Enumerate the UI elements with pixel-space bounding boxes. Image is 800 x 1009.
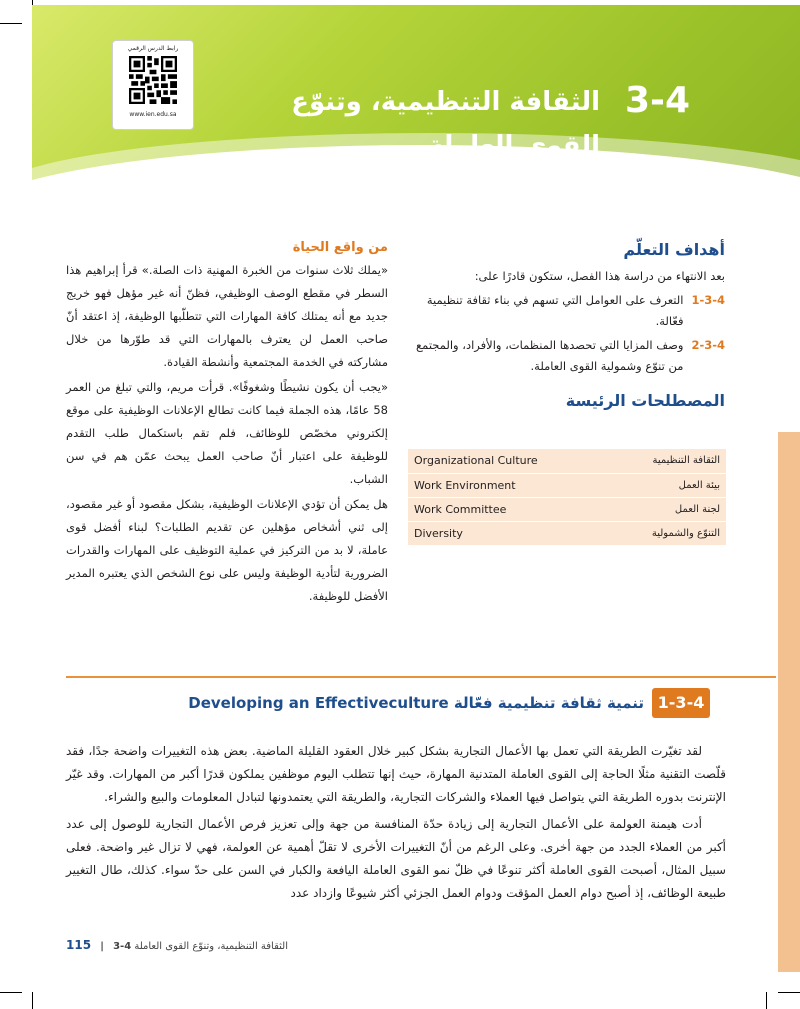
term-arabic: التنوّع والشمولية <box>608 521 726 545</box>
objective-item <box>407 335 725 377</box>
objective-number: 2-3-4 <box>691 338 725 352</box>
footer-chapter-title: الثقافة التنظيمية، وتنوّع القوى العاملة <box>134 941 288 952</box>
section-paragraph: لقد تغيّرت الطريقة التي تعمل بها الأعمال التجارية بشكل كبير خلال العقود القليلة الماضية. بعض هذه التغييرات واضحة جدًا، فقد قلّصت التقنية مثلًا الحاجة إلى القوى العاملة المتدنية المهارة، حيث إنها تتطلب اليوم موظفين يملكون قدرًا أكبر من المهارات. وقد غيّر الإنترنت بدوره الطريقة التي يتواصل فيها العملاء والشركات التجارية، والطريقة التي يعتمدونها لتبادل المعلومات والبيع والشراء. <box>66 744 726 804</box>
real-life-paragraph: «يجب أن يكون نشيطًا وشغوفًا». قرأت مريم، والتي تبلغ من العمر 58 عامًا، هذه الجملة فيما كانت تطالع الإعلانات الوظيفية على موقع إلكتروني مخصّص للوظائف، فلم تقم باستكمال طلب التقدم للوظيفة على اعتبار أنّ صاحب العمل يبحث عمّن هم في سن الشباب. <box>66 380 388 486</box>
section-divider <box>66 676 776 678</box>
section-number-badge: 1-3-4 <box>652 688 710 718</box>
real-life-paragraph: هل يمكن أن تؤدي الإعلانات الوظيفية، بشكل مقصود أو غير مقصود، إلى ثني أشخاص مؤهلين عن تقديم الطلبات؟ لبناء أفضل قوى عاملة، لا بد من التركيز في عملية التوظيف على المهارات والقدرات الضرورية لتأدية الوظيفة وليس على نوع الشخص الذي يعتبره المدير الأفضل للوظيفة. <box>66 497 388 603</box>
footer-chapter-ref: 3-4 <box>113 941 132 952</box>
term-english: Organizational Culture <box>408 449 608 473</box>
page-number: 115 <box>66 938 92 952</box>
section-paragraph: أدت هيمنة العولمة على الأعمال التجارية إلى زيادة حدّة المنافسة من جهة وإلى تعزيز فرص الأعمال التجارية للوصول إلى عدد أكبر من العملاء الجدد من جهة أخرى. وعلى الرغم من أنّ التغييرات الأخرى لا تقلّ أهمية عن العولمة، فهي لا تزال غير واضحة. فعلى سبيل المثال، أصبحت القوى العاملة أكثر تنوعًا في ظلّ نمو القوى العاملة اليافعة والكبار في السن على حدّ سواء. كذلك، طال التغيير طبيعة الوظائف، إذ أصبح دوام العمل المؤقت ودوام العمل الجزئي أكثر شيوعًا وازداد عدد <box>66 817 726 900</box>
qr-title: رابط الدرس الرقمي <box>127 45 179 52</box>
term-arabic: بيئة العمل <box>608 473 726 497</box>
objective-text: وصف المزايا التي تحصدها المنظمات، والأفراد، والمجتمع من تنوّع وشمولية القوى العاملة. <box>416 338 684 373</box>
chapter-number: 3-4 <box>624 80 690 121</box>
crop-mark <box>0 23 22 24</box>
learning-intro: بعد الانتهاء من دراسة هذا الفصل، ستكون قادرًا على: <box>474 269 725 283</box>
crop-mark <box>766 992 767 1009</box>
footer-separator: | <box>100 941 104 952</box>
section-title-arabic: تنمية ثقافة تنظيمية فعّالة <box>453 694 644 712</box>
term-row <box>408 521 726 545</box>
real-life-heading: من واقع الحياة <box>292 240 388 255</box>
digital-lesson-qr[interactable] <box>112 40 194 130</box>
term-english: Diversity <box>408 521 608 545</box>
key-terms-heading: المصطلحات الرئيسة <box>565 391 725 410</box>
term-arabic: لجنة العمل <box>608 497 726 521</box>
section-body <box>66 740 726 905</box>
term-english: Work Committee <box>408 497 608 521</box>
objective-text: التعرف على العوامل التي تسهم في بناء ثقافة تنظيمية فعّالة. <box>426 293 684 328</box>
term-row <box>408 473 726 497</box>
section-title <box>188 694 644 712</box>
term-english: Work Environment <box>408 473 608 497</box>
section-title-english: Developing an Effectiveculture <box>188 694 449 712</box>
objective-item <box>407 290 725 332</box>
term-row <box>408 497 726 521</box>
key-terms-table <box>408 449 726 546</box>
qr-code-icon <box>129 56 177 104</box>
learning-heading: أهداف التعلّم <box>623 240 725 259</box>
objective-number: 1-3-4 <box>691 293 725 307</box>
page-footer <box>66 938 288 952</box>
chapter-title: الثقافة التنظيمية، وتنوّع القوى العاملة <box>291 87 600 161</box>
term-arabic: الثقافة التنظيمية <box>608 449 726 473</box>
crop-mark <box>32 992 33 1009</box>
page-side-tab <box>778 432 800 972</box>
term-row <box>408 449 726 473</box>
real-life-box <box>66 240 388 608</box>
crop-mark <box>0 992 22 993</box>
qr-url: www.ien.edu.sa <box>129 111 177 118</box>
crop-mark <box>778 992 800 993</box>
real-life-paragraph: «يملك ثلاث سنوات من الخبرة المهنية ذات الصلة.» قرأ إبراهيم هذا السطر في مقطع الوصف الوظيفي، فظنّ أنه غير مؤهل فهو خريج جديد مع أنه يمتلك كافة المهارات التي تتطلّبها الوظيفة، إذ اعتقد أنّ صاحب العمل لن يعترف بالمهارات التي قد طوّرها من خلال مشاركته في الخدمة المجتمعية وأنشطة القيادة. <box>66 263 388 369</box>
learning-objectives <box>407 240 725 416</box>
